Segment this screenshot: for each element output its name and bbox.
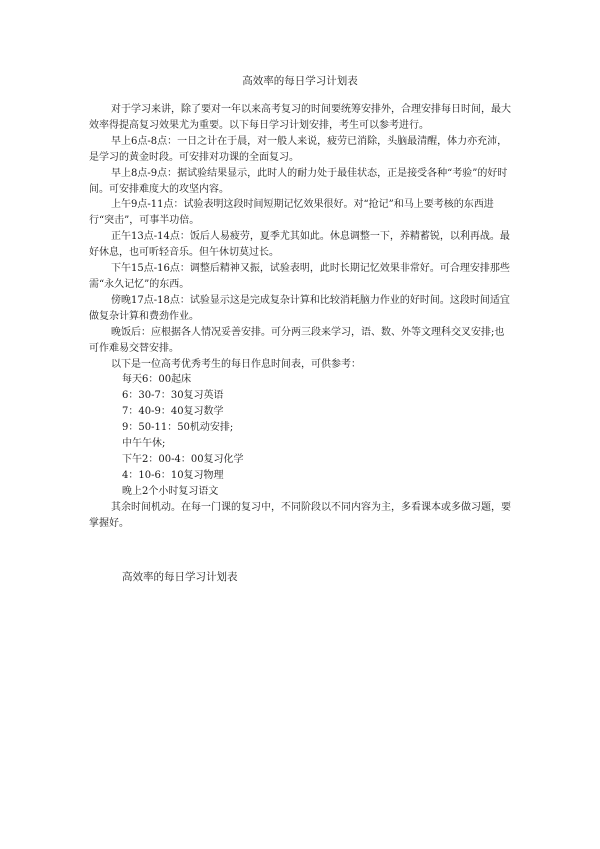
- schedule-item: 6：30-7：30复习英语: [122, 390, 224, 402]
- paragraph: 下午15点-16点：调整后精神又振，试验表明，此时长期记忆效果非常好。可合理安排那些需“永久记忆”的东西。: [89, 263, 510, 290]
- schedule-item: 4：10-6：10复习物理: [122, 469, 224, 481]
- document-title: 高效率的每日学习计划表: [242, 75, 358, 87]
- paragraph: 傍晚17点-18点：试验显示这是完成复杂计算和比较消耗脑力作业的好时间。这段时间适宜做复杂计算和费劲作业。: [89, 294, 510, 322]
- closing-paragraph: 其余时间机动。在每一门课的复习中，不同阶段以不同内容为主，多看课本或多做习题，要掌握好。: [89, 501, 511, 529]
- schedule-item: 中午午休;: [122, 438, 166, 450]
- paragraph: 早上8点-9点：据试验结果显示，此时人的耐力处于最佳状态，正是接受各种“考验”的好时间。可安排难度大的攻坚内容。: [89, 167, 508, 195]
- paragraph: 对于学习来讲，除了要对一年以来高考复习的时间要统筹安排外，合理安排每日时间，最大效率得提高复习效果尤为重要。以下每日学习计划安排，考生可以参考进行。: [89, 104, 511, 131]
- schedule-item: 下午2：00-4：00复习化学: [122, 453, 244, 465]
- schedule-item: 7：40-9：40复习数学: [122, 406, 224, 418]
- schedule-item: 晚上2个小时复习语文: [122, 485, 219, 497]
- paragraph: 早上6点-8点：一日之计在于晨，对一般人来说，疲劳已消除，头脑最清醒，体力亦充沛，是学习的黄金时段。可安排对功课的全面复习。: [89, 135, 508, 163]
- paragraph: 以下是一位高考优秀考生的每日作息时间表，可供参考：: [111, 358, 361, 370]
- footer-title: 高效率的每日学习计划表: [122, 571, 238, 583]
- schedule-item: 每天6：00起床: [122, 374, 192, 386]
- schedule-item: 9：50-11：50机动安排;: [122, 422, 234, 434]
- paragraph: 晚饭后：应根据各人情况妥善安排。可分两三段来学习，语、数、外等文理科交叉安排;也可作难易交替安排。: [89, 326, 505, 354]
- paragraph: 上午9点-11点：试验表明这段时间短期记忆效果很好。对“抢记”和马上要考核的东西进行“突击”，可事半功倍。: [89, 199, 494, 227]
- document-body: [89, 102, 514, 531]
- paragraph: 正午13点-14点：饭后人易疲劳，夏季尤其如此。休息调整一下，养精蓄锐，以利再战。最好休息，也可听轻音乐。但午休切莫过长。: [89, 231, 510, 259]
